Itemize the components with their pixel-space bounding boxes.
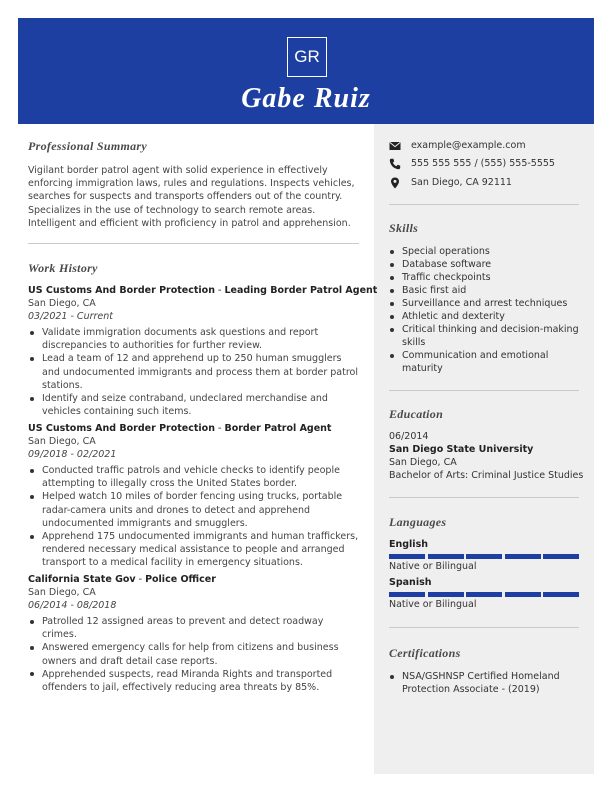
job-dates: 09/2018 - 02/2021 — [28, 449, 117, 460]
job-location: San Diego, CA — [28, 436, 96, 447]
language-level: Native or Bilingual — [389, 561, 477, 572]
rating-segment — [389, 592, 425, 597]
email-text: example@example.com — [411, 140, 526, 151]
skills-list — [389, 245, 584, 375]
summary-title: Professional Summary — [28, 139, 148, 153]
job-role: Leading Border Patrol Agent — [224, 285, 378, 296]
rating-segment — [466, 592, 502, 597]
divider — [389, 390, 579, 391]
language-name: English — [389, 539, 428, 550]
list-item: Apprehend 175 undocumented immigrants and human traffickers, rendered necessary medical assistance to people and arranged transport to a medical facility in emergency situations. — [28, 530, 360, 570]
education-degree: Bachelor of Arts: Criminal Justice Studies — [389, 470, 584, 481]
list-item: Critical thinking and decision-making skills — [389, 323, 584, 349]
rating-segment — [543, 592, 579, 597]
list-item: Surveillance and arrest techniques — [389, 297, 584, 310]
job-location: San Diego, CA — [28, 587, 96, 598]
skills-title: Skills — [389, 221, 419, 235]
job-location: San Diego, CA — [28, 298, 96, 309]
envelope-icon — [389, 140, 401, 152]
job-dates: 03/2021 - Current — [28, 311, 113, 322]
language-rating-bar — [389, 592, 579, 597]
phone-icon — [389, 158, 401, 170]
job-employer: US Customs And Border Protection — [28, 285, 215, 296]
education-title: Education — [389, 407, 444, 421]
list-item: Validate immigration documents ask questions and report discrepancies to authorities for further review. — [28, 326, 360, 352]
job-title — [28, 574, 216, 585]
list-item: Apprehended suspects, read Miranda Rights and transported offenders to jail, effectively reducing area threats by 85%. — [28, 668, 360, 694]
job-separator: - — [214, 423, 225, 434]
rating-segment — [466, 554, 502, 559]
rating-segment — [428, 554, 464, 559]
work-history-title: Work History — [28, 261, 98, 275]
divider — [389, 627, 579, 628]
job-dates: 06/2014 - 08/2018 — [28, 600, 117, 611]
map-pin-icon — [389, 177, 401, 189]
education-school: San Diego State University — [389, 444, 534, 455]
job-employer: California State Gov — [28, 574, 136, 585]
divider — [28, 243, 359, 244]
list-item: Patrolled 12 assigned areas to prevent and detect roadway crimes. — [28, 615, 360, 641]
rating-segment — [505, 592, 541, 597]
job-separator: - — [214, 285, 225, 296]
summary-text: Vigilant border patrol agent with solid experience in effectively enforcing immigration laws, rules and regulations. Inspects vehicles, searches for suspects and transports offenders out of the country. Specializes in the use of technology to search remote areas. Intelligent and efficient with proficiency in patrol and apprehension. — [28, 165, 355, 229]
list-item: Special operations — [389, 245, 584, 258]
languages-title: Languages — [389, 515, 447, 529]
list-item: Database software — [389, 258, 584, 271]
list-item: Basic first aid — [389, 284, 584, 297]
job-employer: US Customs And Border Protection — [28, 423, 215, 434]
list-item: Lead a team of 12 and apprehend up to 250 human smugglers and undocumented immigrants and process them at border patrol stations. — [28, 352, 360, 392]
list-item: Conducted traffic patrols and vehicle checks to identify people attempting to illegally cross the United States border. — [28, 464, 360, 490]
job-title — [28, 423, 331, 434]
list-item: Communication and emotional maturity — [389, 349, 584, 375]
list-item: Helped watch 10 miles of border fencing using trucks, portable radar-camera units and drones to detect and apprehend undocumented immigrants and smugglers. — [28, 490, 360, 530]
phone-text: 555 555 555 / (555) 555-5555 — [411, 158, 555, 169]
list-item: Traffic checkpoints — [389, 271, 584, 284]
divider — [389, 204, 579, 205]
job-title — [28, 285, 377, 296]
education-date: 06/2014 — [389, 431, 429, 442]
monogram: GR — [287, 37, 327, 77]
divider — [389, 497, 579, 498]
location-text: San Diego, CA 92111 — [411, 177, 512, 188]
list-item: Answered emergency calls for help from citizens and business owners and draft detail case reports. — [28, 641, 360, 667]
job-bullets — [28, 464, 360, 570]
certifications-list — [389, 670, 584, 696]
language-level: Native or Bilingual — [389, 599, 477, 610]
education-location: San Diego, CA — [389, 457, 457, 468]
job-bullets — [28, 326, 360, 418]
rating-segment — [543, 554, 579, 559]
candidate-name: Gabe Ruiz — [241, 83, 371, 114]
rating-segment — [428, 592, 464, 597]
list-item: NSA/GSHNSP Certified Homeland Protection Associate - (2019) — [389, 670, 584, 696]
job-role: Border Patrol Agent — [224, 423, 332, 434]
job-separator: - — [135, 574, 146, 585]
certifications-title: Certifications — [389, 646, 461, 660]
job-bullets — [28, 615, 360, 694]
list-item: Athletic and dexterity — [389, 310, 584, 323]
language-name: Spanish — [389, 577, 432, 588]
rating-segment — [389, 554, 425, 559]
language-rating-bar — [389, 554, 579, 559]
job-role: Police Officer — [145, 574, 216, 585]
list-item: Identify and seize contraband, undeclared merchandise and vehicles containing such items. — [28, 392, 360, 418]
rating-segment — [505, 554, 541, 559]
